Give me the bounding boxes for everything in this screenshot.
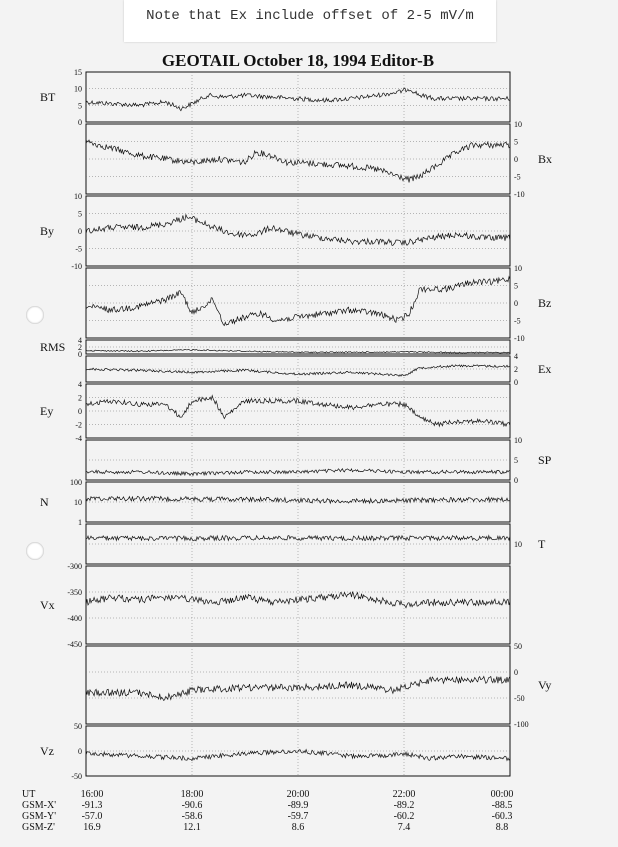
- tick-label: 0: [78, 227, 82, 236]
- footer-row-label: GSM-X': [22, 800, 57, 811]
- tick-label: 10: [514, 120, 522, 129]
- tick-label: 0: [78, 350, 82, 359]
- tick-label: -400: [67, 614, 82, 623]
- panel-label: Vz: [40, 744, 54, 758]
- panel-label: Bz: [538, 296, 552, 310]
- tick-label: 10: [514, 264, 522, 273]
- panel-label: SP: [538, 453, 552, 467]
- footer-value: -91.3: [81, 800, 103, 811]
- footer-row-label: UT: [22, 789, 36, 800]
- orbit-footer: [22, 789, 513, 833]
- tick-label: -4: [75, 434, 82, 443]
- footer-value: 16:00: [80, 789, 104, 800]
- tick-label: 0: [514, 476, 518, 485]
- footer-value: 00:00: [490, 789, 514, 800]
- tick-label: -50: [514, 694, 525, 703]
- tick-label: -2: [75, 420, 82, 430]
- tick-label: 0: [78, 118, 82, 127]
- panel-label: T: [538, 537, 546, 551]
- footer-row-label: GSM-Z': [22, 822, 55, 833]
- tick-label: 10: [74, 498, 82, 507]
- panel-label: Bx: [538, 152, 553, 166]
- tick-label: 4: [514, 352, 518, 361]
- panel-bx: [86, 120, 552, 199]
- footer-value: -90.6: [181, 800, 203, 811]
- tick-label: -50: [71, 772, 82, 781]
- tick-label: 5: [78, 101, 82, 111]
- footer-value: -60.2: [393, 811, 415, 822]
- tick-label: -5: [514, 316, 521, 326]
- tick-label: -10: [71, 262, 82, 271]
- footer-value: -60.3: [491, 811, 513, 822]
- footer-value: -89.9: [287, 800, 309, 811]
- tick-label: -300: [67, 562, 82, 571]
- tick-label: 50: [74, 722, 82, 731]
- tick-label: 10: [74, 192, 82, 201]
- panel-label: BT: [40, 90, 56, 104]
- series-line-sp: [86, 469, 510, 476]
- panel-stack: [40, 68, 552, 781]
- tick-label: -5: [514, 172, 521, 182]
- tick-label: 1: [78, 518, 82, 527]
- tick-label: -5: [75, 244, 82, 254]
- panel-t: [86, 524, 546, 564]
- tick-label: 5: [514, 456, 518, 465]
- tick-label: 4: [78, 380, 82, 389]
- tick-label: 10: [514, 540, 522, 549]
- note-text: Note that Ex include offset of 2-5 mV/m: [146, 8, 474, 24]
- tick-label: 5: [514, 281, 518, 291]
- tick-label: 0: [78, 747, 82, 756]
- tick-label: -450: [67, 640, 82, 649]
- tick-label: -10: [514, 190, 525, 199]
- tick-label: 5: [514, 137, 518, 147]
- footer-value: 8.8: [495, 822, 509, 833]
- tick-label: -350: [67, 588, 82, 597]
- footer-value: -59.7: [287, 811, 309, 822]
- panel-vx: [40, 562, 510, 649]
- series-line-bx: [86, 140, 510, 182]
- footer-row-label: GSM-Y': [22, 811, 57, 822]
- footer-value: -88.5: [491, 800, 513, 811]
- series-line-by: [86, 215, 510, 246]
- panel-label: N: [40, 495, 49, 509]
- footer-value: 7.4: [397, 822, 411, 833]
- tick-label: -100: [514, 720, 529, 729]
- footer-value: 8.6: [291, 822, 305, 833]
- footer-value: 22:00: [392, 789, 416, 800]
- panel-label: Ey: [40, 404, 54, 418]
- tick-label: 0: [514, 668, 518, 677]
- panel-bz: [86, 264, 551, 343]
- tick-label: 5: [78, 209, 82, 219]
- footer-value: -57.0: [81, 811, 103, 822]
- tick-label: -10: [514, 334, 525, 343]
- panel-label: Vx: [40, 598, 55, 612]
- tick-label: 10: [514, 436, 522, 445]
- tick-label: 0: [514, 378, 518, 387]
- panel-label: RMS: [40, 340, 66, 354]
- panel-vz: [40, 722, 510, 781]
- tick-label: 10: [74, 84, 82, 94]
- tick-label: 2: [514, 365, 518, 374]
- panel-label: Vy: [538, 678, 552, 692]
- panel-ex: [86, 352, 551, 387]
- series-line-bt: [86, 88, 510, 111]
- tick-label: 0: [78, 407, 82, 416]
- panel-sp: [86, 436, 552, 485]
- panel-n: [40, 478, 510, 527]
- tick-label: 0: [514, 155, 518, 164]
- series-line-ex: [86, 365, 510, 376]
- footer-value: 16.9: [83, 822, 101, 833]
- panel-vy: [86, 642, 551, 729]
- tick-label: 15: [74, 68, 82, 77]
- tick-label: 100: [70, 478, 82, 487]
- tick-label: 2: [78, 343, 82, 352]
- tick-label: 4: [78, 336, 82, 345]
- footer-value: 12.1: [183, 822, 201, 833]
- tick-label: 0: [514, 299, 518, 308]
- footer-value: -89.2: [393, 800, 415, 811]
- tick-label: 50: [514, 642, 522, 651]
- panel-bt: [40, 68, 510, 127]
- chart-title: GEOTAIL October 18, 1994 Editor-B: [161, 51, 435, 70]
- panel-by: [40, 192, 510, 271]
- panel-ey: [40, 380, 510, 443]
- footer-value: 20:00: [286, 789, 310, 800]
- panel-label: By: [40, 224, 55, 238]
- footer-value: 18:00: [180, 789, 204, 800]
- tick-label: 2: [78, 393, 82, 403]
- footer-value: -58.6: [181, 811, 203, 822]
- panel-label: Ex: [538, 362, 552, 376]
